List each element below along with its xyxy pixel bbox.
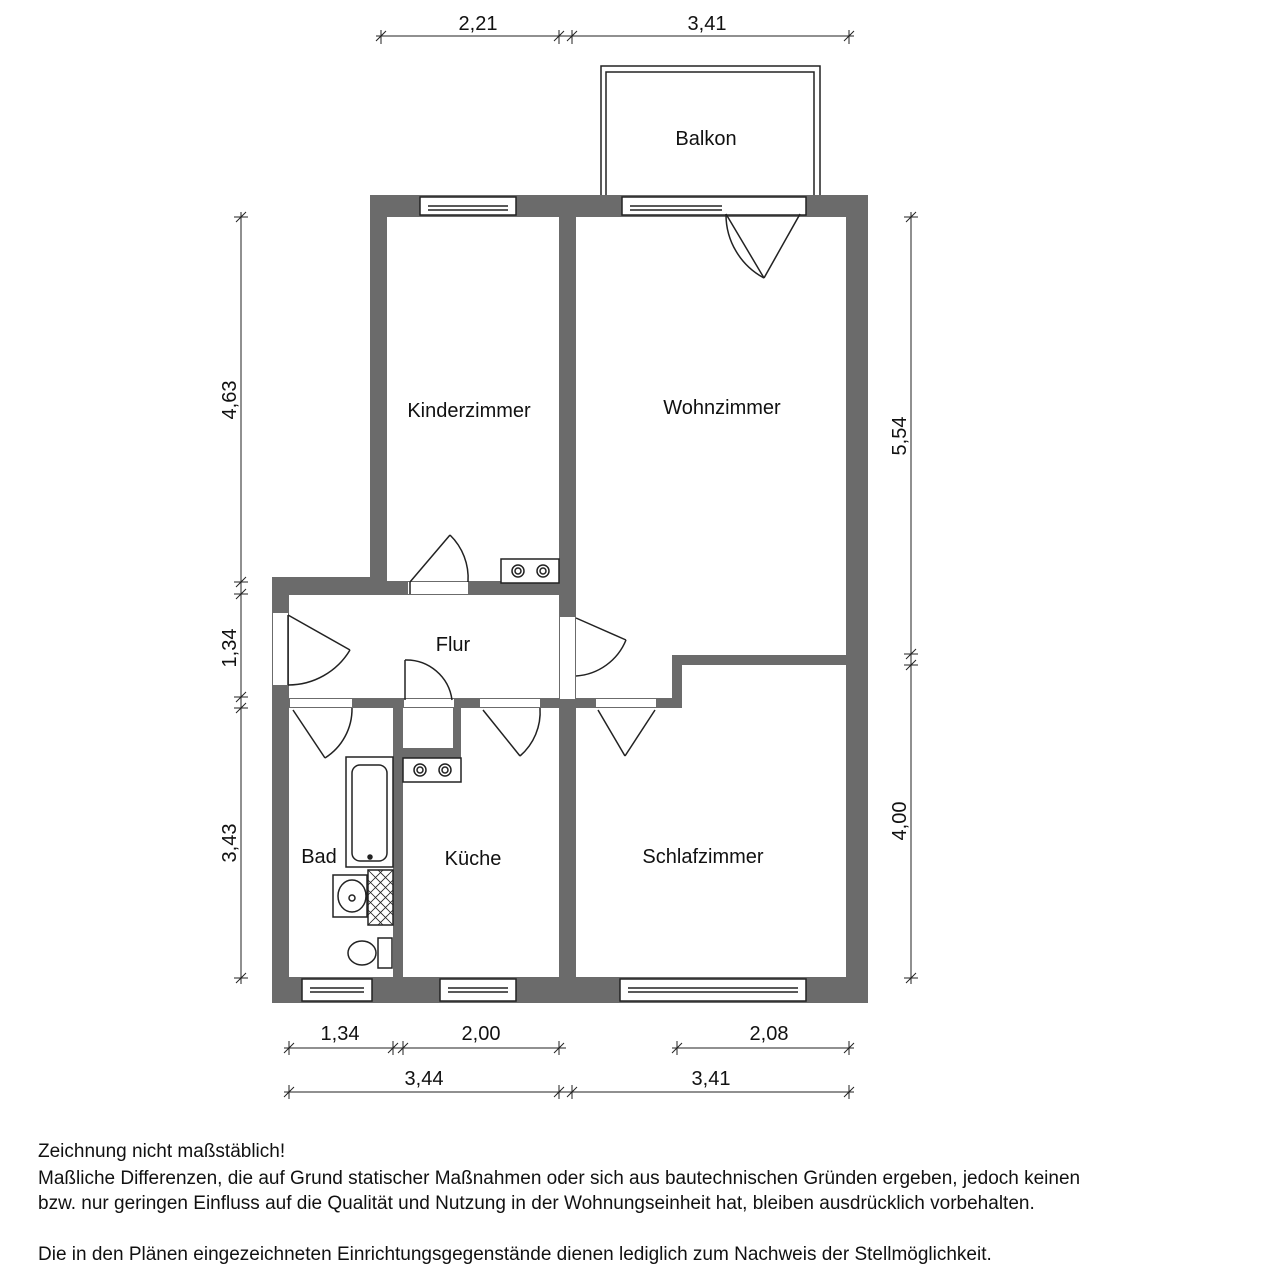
door-swings (288, 214, 800, 758)
dim-bottom-1: 1,34 (320, 1023, 360, 1045)
note-furniture: Die in den Plänen eingezeichneten Einrichtungsgegenstände dienen lediglich zum Nachweis der Stellmöglichkeit. (38, 1244, 992, 1265)
dim-left-upper: 4,63 (219, 380, 241, 420)
dim-left-middle: 1,34 (219, 628, 241, 668)
label-bad: Bad (301, 846, 337, 868)
label-wohnzimmer: Wohnzimmer (663, 397, 781, 419)
label-kueche: Küche (444, 848, 502, 870)
note-disclaimer-line2: bzw. nur geringen Einfluss auf die Qualität und Nutzung in der Wohnungseinheit hat, bleiben ausdrücklich vorbehalten. (38, 1193, 1035, 1214)
fixtures (333, 559, 559, 968)
dim-bottom-3: 2,08 (749, 1023, 789, 1045)
note-disclaimer-line1: Maßliche Differenzen, die auf Grund statischer Maßnahmen oder sich aus bautechnischen Gründen ergeben, jedoch keinen (38, 1168, 1081, 1189)
label-flur: Flur (435, 634, 471, 656)
label-balkon: Balkon (675, 128, 737, 150)
dim-right-upper: 5,54 (889, 416, 911, 456)
dim-top-left: 2,21 (458, 13, 498, 35)
dim-left-lower: 3,43 (219, 823, 241, 863)
dim-bottom-2: 2,00 (461, 1023, 501, 1045)
dim-bottom-total-right: 3,41 (691, 1068, 731, 1090)
dim-top-right: 3,41 (687, 13, 727, 35)
label-schlafzimmer: Schlafzimmer (642, 846, 764, 868)
label-kinderzimmer: Kinderzimmer (407, 400, 531, 422)
dim-bottom-total-left: 3,44 (404, 1068, 444, 1090)
dim-right-lower: 4,00 (889, 801, 911, 841)
note-not-to-scale: Zeichnung nicht maßstäblich! (38, 1141, 286, 1162)
